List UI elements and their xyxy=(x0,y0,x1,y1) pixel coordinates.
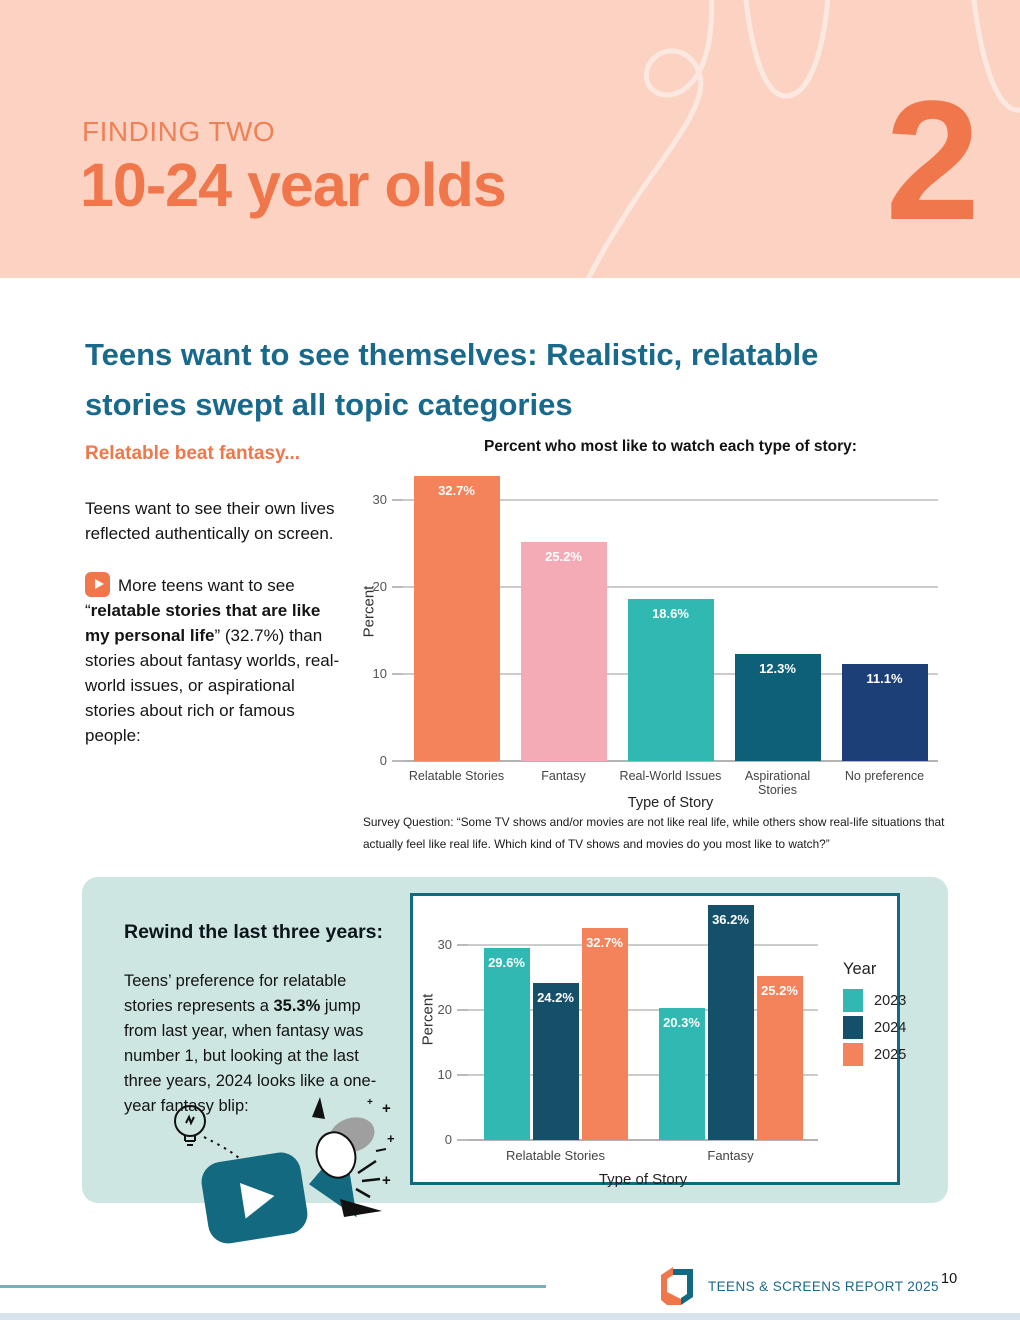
bar-Aspirational Stories xyxy=(735,654,821,761)
bar-Real-World Issues xyxy=(628,599,714,761)
legend-item-2025 xyxy=(843,1043,906,1066)
bar-value-label: 29.6% xyxy=(488,954,525,970)
page-edge-strip xyxy=(0,1313,1020,1320)
chart-title: Percent who most like to watch each type of story: xyxy=(484,438,857,455)
bar-value-label: 11.1% xyxy=(866,671,903,687)
category-label-Relatable Stories: Relatable Stories xyxy=(506,1148,605,1163)
tick-label-10: 10 xyxy=(437,1067,452,1083)
finding-kicker: FINDING TWO xyxy=(82,116,276,147)
svg-text:+: + xyxy=(382,1172,391,1189)
bar-value-label: 32.7% xyxy=(438,483,475,499)
body-text-stat: ” (32.7%) xyxy=(214,626,285,645)
tick-mark-20 xyxy=(392,586,403,588)
category-label-No preference: No preference xyxy=(844,769,925,783)
bar-value-label: 12.3% xyxy=(759,660,796,676)
page-title xyxy=(85,330,955,430)
bar-Relatable Stories-2023 xyxy=(484,948,530,1140)
tick-label-20: 20 xyxy=(372,578,387,594)
footer-rule xyxy=(0,1285,546,1288)
body-paragraph xyxy=(85,572,347,748)
three-year-chart-panel xyxy=(410,893,907,1188)
lightbulb-icon xyxy=(175,1106,205,1145)
tick-mark-0 xyxy=(392,760,403,762)
category-label-Relatable Stories: Relatable Stories xyxy=(408,769,505,783)
bar-value-label: 24.2% xyxy=(537,989,574,1005)
page-number: 10 xyxy=(941,1271,958,1287)
bar-Fantasy-2023 xyxy=(659,1008,705,1140)
report-brand: TEENS & SCREENS REPORT 2025 xyxy=(708,1279,939,1294)
tick-mark-30 xyxy=(392,499,403,501)
finding-number: 2 xyxy=(885,66,980,256)
y-axis-label: Percent xyxy=(419,993,437,1046)
page-title-line1: Teens want to see themselves: Realistic, relatable xyxy=(85,337,819,372)
bar-value-label: 36.2% xyxy=(712,911,749,927)
intro-paragraph: Teens want to see their own lives reflected authentically on screen. xyxy=(85,499,335,543)
body-text-rest: than stories about fantasy worlds, real-world issues, or aspirational stories about rich or famous people: xyxy=(85,626,340,745)
survey-question-note: Survey Question: “Some TV shows and/or movies are not like real life, while others show real-life situations that actually feel like real life. Which kind of TV shows and movies do you most like to watch?” xyxy=(363,815,945,851)
play-icon xyxy=(85,572,110,597)
header-band xyxy=(0,0,1020,278)
bar-Relatable Stories xyxy=(414,476,500,761)
body-text-bold: relatable stories that are like my personal life xyxy=(85,601,321,645)
bar-value-label: 20.3% xyxy=(663,1015,700,1031)
y-axis-label: Percent xyxy=(360,585,378,638)
category-label-Fantasy: Fantasy xyxy=(541,769,586,783)
chart-legend xyxy=(843,960,906,1070)
category-label-Fantasy: Fantasy xyxy=(707,1148,754,1163)
legend-title: Year xyxy=(843,960,877,978)
bar-Fantasy-2024 xyxy=(708,905,754,1140)
tick-label-10: 10 xyxy=(372,665,387,681)
chart-plot-area xyxy=(419,901,818,1188)
bar-Fantasy xyxy=(521,542,607,761)
tick-mark-10 xyxy=(457,1074,468,1076)
svg-text:+: + xyxy=(367,1097,373,1108)
bar-Relatable Stories-2025 xyxy=(582,928,628,1140)
legend-item-2023 xyxy=(843,989,906,1012)
tick-mark-10 xyxy=(392,673,403,675)
tick-label-0: 0 xyxy=(379,753,387,768)
legend-swatch-2024 xyxy=(843,1016,863,1039)
gridline-30 xyxy=(468,944,818,946)
bar-value-label: 18.6% xyxy=(652,606,689,622)
legend-item-2024 xyxy=(843,1016,906,1039)
legend-items xyxy=(843,989,906,1066)
chart-plot-area xyxy=(360,465,938,811)
story-type-chart xyxy=(360,438,960,811)
legend-swatch-2023 xyxy=(843,989,863,1012)
bar-Fantasy-2025 xyxy=(757,976,803,1140)
section-subheading: Relatable beat fantasy... xyxy=(85,443,301,464)
bar-No preference xyxy=(842,664,928,761)
category-label-Real-World Issues: Real-World Issues xyxy=(619,769,722,783)
x-axis-label: Type of Story xyxy=(627,795,714,811)
left-column xyxy=(85,443,385,748)
legend-label-2023: 2023 xyxy=(874,992,907,1009)
legend-label-2024: 2024 xyxy=(874,1019,907,1036)
bar-Relatable Stories-2024 xyxy=(533,983,579,1140)
tick-label-30: 30 xyxy=(437,937,452,953)
bar-value-label: 25.2% xyxy=(545,548,582,564)
svg-text:+: + xyxy=(382,1100,391,1117)
legend-swatch-2025 xyxy=(843,1043,863,1066)
tick-label-20: 20 xyxy=(437,1002,452,1018)
callout-text-pre: Teens’ preference for relatable stories represents a xyxy=(124,972,347,1015)
bar-value-label: 32.7% xyxy=(586,934,623,950)
teens-screens-logo xyxy=(658,1263,696,1305)
callout-text-stat: 35.3% xyxy=(273,997,321,1015)
video-camera-doodle xyxy=(144,1095,396,1247)
page-title-line2: stories swept all topic categories xyxy=(85,387,573,422)
rewind-callout xyxy=(82,877,948,1203)
tick-mark-20 xyxy=(457,1009,468,1011)
x-axis-label: Type of Story xyxy=(598,1171,688,1188)
tick-label-0: 0 xyxy=(444,1132,452,1147)
open-quote: “ xyxy=(85,601,91,620)
category-label-Aspirational Stories: Aspirational Stories xyxy=(744,769,811,797)
tick-mark-30 xyxy=(457,944,468,946)
callout-text-post: jump from last year, when fantasy was number 1, but looking at the last three years, 2024 looks like a one-year fantasy blip: xyxy=(124,997,377,1115)
legend-label-2025: 2025 xyxy=(874,1046,907,1063)
bar-value-label: 25.2% xyxy=(761,983,798,999)
svg-text:+: + xyxy=(387,1131,395,1146)
tick-label-30: 30 xyxy=(372,491,387,507)
callout-heading: Rewind the last three years: xyxy=(124,921,384,943)
finding-title: 10-24 year olds xyxy=(80,151,506,219)
tick-mark-0 xyxy=(457,1139,468,1141)
body-text-lead: More teens want to see xyxy=(118,576,295,595)
